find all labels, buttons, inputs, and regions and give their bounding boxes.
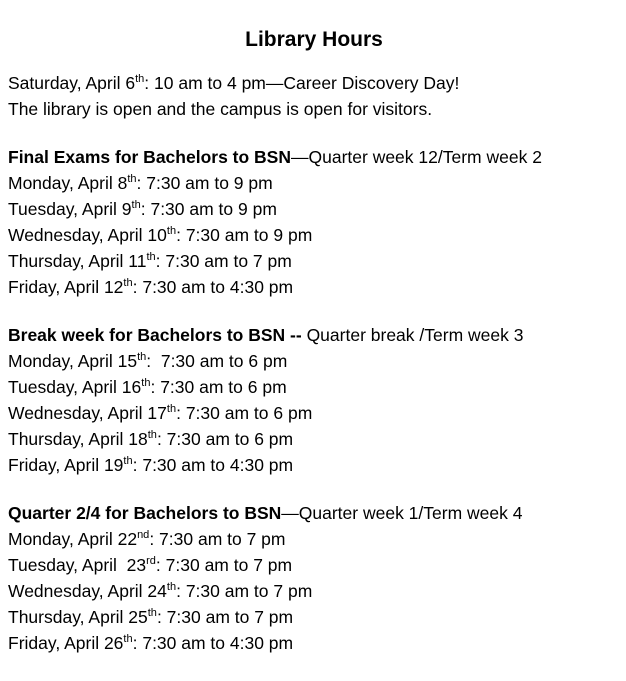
day-suffix: th xyxy=(166,225,177,237)
intro-date: Saturday, April 6 xyxy=(8,73,136,93)
day-hours: : 7:30 am to 6 pm xyxy=(156,429,294,449)
section-heading xyxy=(8,500,626,526)
day-date: Tuesday, April 9 xyxy=(8,199,132,219)
day-row xyxy=(8,452,626,478)
day-hours: : 7:30 am to 4:30 pm xyxy=(132,455,294,475)
day-date: Tuesday, April 23 xyxy=(8,555,147,575)
day-hours: : 7:30 am to 9 pm xyxy=(176,225,313,245)
day-row xyxy=(8,526,626,552)
day-hours: : 7:30 am to 7 pm xyxy=(149,529,286,549)
spacer xyxy=(8,478,626,500)
spacer xyxy=(8,300,626,322)
day-date: Monday, April 22 xyxy=(8,529,138,549)
day-hours: : 7:30 am to 9 pm xyxy=(136,173,273,193)
day-suffix: th xyxy=(141,377,151,389)
day-row xyxy=(8,400,626,426)
day-suffix: th xyxy=(147,607,157,619)
page-title: Library Hours xyxy=(245,28,383,51)
day-date: Tuesday, April 16 xyxy=(8,377,142,397)
day-row xyxy=(8,552,626,578)
day-date: Friday, April 12 xyxy=(8,277,124,297)
intro-line-1 xyxy=(8,70,626,96)
day-hours: : 7:30 am to 6 pm xyxy=(176,403,313,423)
day-suffix: th xyxy=(127,173,137,185)
spacer xyxy=(8,122,626,144)
day-suffix: th xyxy=(146,251,156,263)
day-row xyxy=(8,196,626,222)
day-suffix: rd xyxy=(146,555,156,567)
intro-hours: : 10 am to 4 pm—Career Discovery Day! xyxy=(144,73,460,93)
day-suffix: th xyxy=(147,429,157,441)
day-date: Monday, April 8 xyxy=(8,173,128,193)
day-date: Thursday, April 18 xyxy=(8,429,148,449)
section-heading-bold: Final Exams for Bachelors to BSN xyxy=(8,147,291,167)
section-heading xyxy=(8,144,626,170)
day-hours: : 7:30 am to 4:30 pm xyxy=(132,277,294,297)
section-final-exams xyxy=(8,144,626,300)
day-hours: : 7:30 am to 7 pm xyxy=(156,607,294,627)
day-date: Friday, April 26 xyxy=(8,633,124,653)
day-suffix: th xyxy=(123,633,133,645)
day-hours: : 7:30 am to 7 pm xyxy=(155,251,292,271)
day-hours: : 7:30 am to 4:30 pm xyxy=(132,633,294,653)
day-row xyxy=(8,274,626,300)
day-row xyxy=(8,248,626,274)
intro-line-2: The library is open and the campus is open for visitors. xyxy=(8,99,433,119)
day-suffix: th xyxy=(123,277,133,289)
day-row xyxy=(8,374,626,400)
day-row xyxy=(8,222,626,248)
section-heading xyxy=(8,322,626,348)
section-break-week xyxy=(8,322,626,478)
day-row xyxy=(8,426,626,452)
day-date: Thursday, April 11 xyxy=(8,251,147,271)
section-quarter-2-4 xyxy=(8,500,626,656)
day-row xyxy=(8,578,626,604)
day-date: Thursday, April 25 xyxy=(8,607,148,627)
day-row xyxy=(8,604,626,630)
day-suffix: nd xyxy=(137,529,150,541)
day-hours: : 7:30 am to 6 pm xyxy=(150,377,287,397)
section-heading-rest: —Quarter week 1/Term week 4 xyxy=(281,503,523,523)
day-row xyxy=(8,170,626,196)
day-date: Monday, April 15 xyxy=(8,351,138,371)
day-date: Wednesday, April 10 xyxy=(8,225,167,245)
day-suffix: th xyxy=(131,199,141,211)
day-hours: : 7:30 am to 6 pm xyxy=(146,351,288,371)
day-date: Friday, April 19 xyxy=(8,455,124,475)
intro-date-suffix: th xyxy=(135,73,145,85)
day-suffix: th xyxy=(123,455,133,467)
day-hours: : 7:30 am to 7 pm xyxy=(155,555,293,575)
day-suffix: th xyxy=(137,351,147,363)
day-row xyxy=(8,348,626,374)
section-heading-rest: —Quarter week 12/Term week 2 xyxy=(291,147,542,167)
day-date: Wednesday, April 17 xyxy=(8,403,167,423)
section-heading-bold: Quarter 2/4 for Bachelors to BSN xyxy=(8,503,282,523)
day-suffix: th xyxy=(166,581,177,593)
day-row xyxy=(8,630,626,656)
day-suffix: th xyxy=(166,403,177,415)
section-heading-bold: Break week for Bachelors to BSN -- xyxy=(8,325,302,345)
section-heading-rest: Quarter break /Term week 3 xyxy=(301,325,524,345)
day-date: Wednesday, April 24 xyxy=(8,581,167,601)
day-hours: : 7:30 am to 9 pm xyxy=(140,199,277,219)
day-hours: : 7:30 am to 7 pm xyxy=(176,581,313,601)
